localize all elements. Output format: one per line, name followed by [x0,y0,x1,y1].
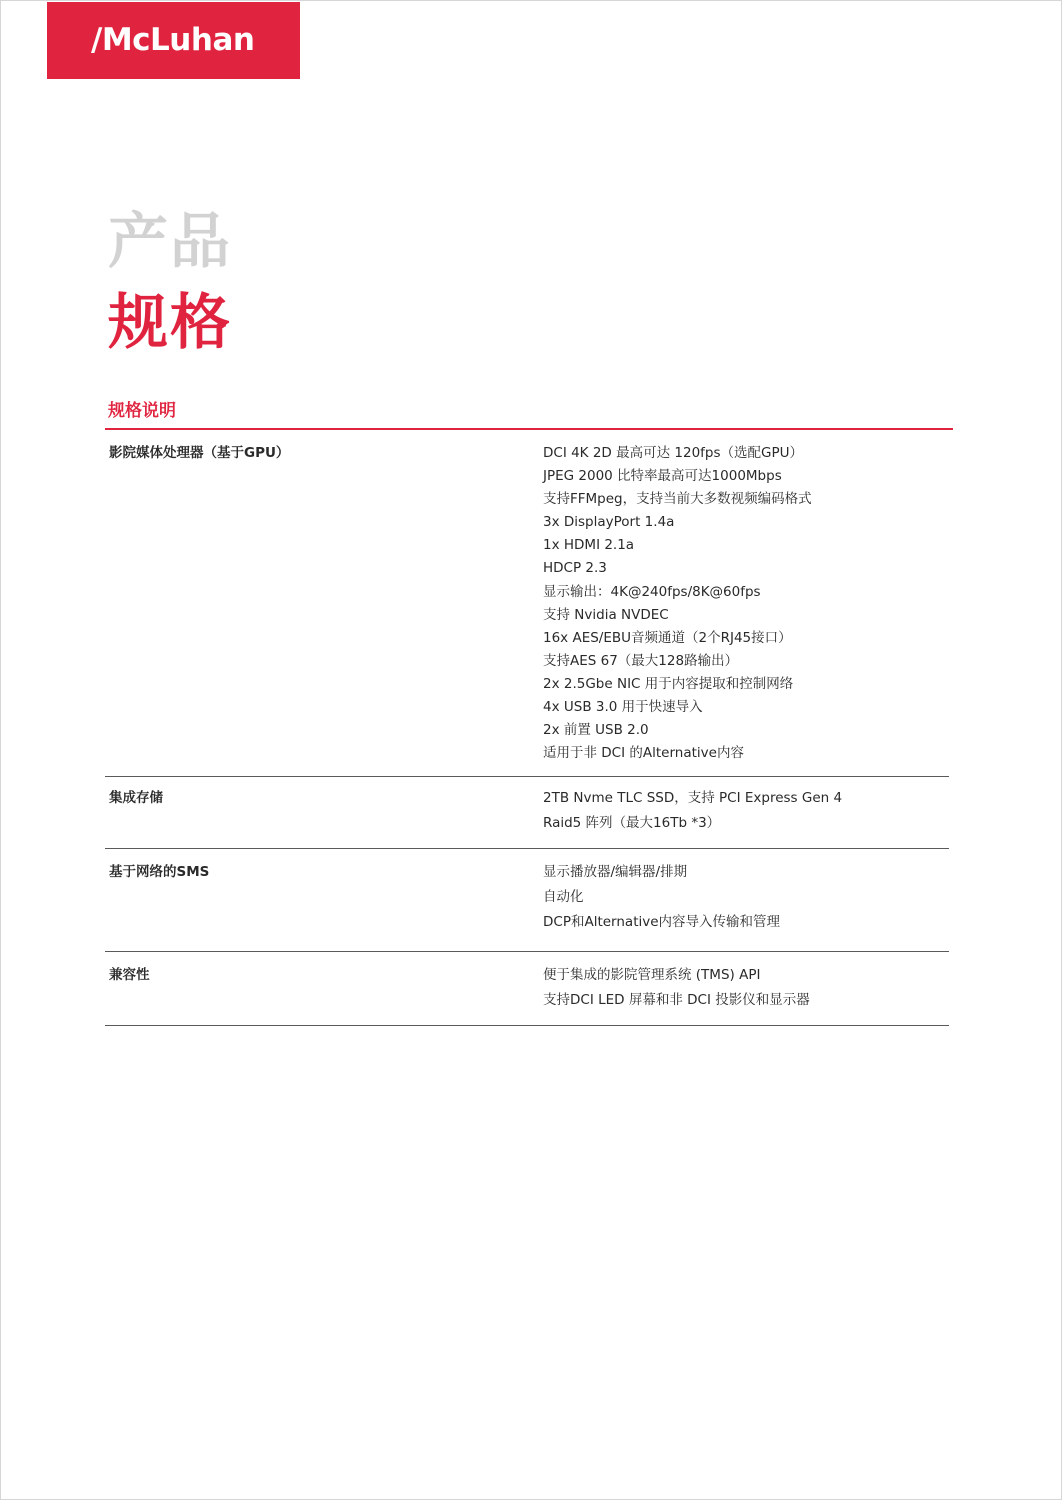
spec-label: 兼容性 [109,967,150,983]
brand-logo-text: /McLuhan [91,22,255,58]
spec-value: 支持 Nvidia NVDEC [543,606,669,623]
spec-values-list [543,777,949,848]
spec-value: 适用于非 DCI 的Alternative内容 [543,745,744,762]
spec-value: 2TB Nvme TLC SSD，支持 PCI Express Gen 4 [543,790,843,806]
spec-value: 1x HDMI 2.1a [543,537,635,554]
spec-row-web-sms [105,849,949,952]
page-title-line2: 规格 [108,288,232,358]
spec-value: 支持FFMpeg，支持当前大多数视频编码格式 [543,491,812,508]
spec-value: 2x 2.5Gbe NIC 用于内容提取和控制网络 [543,675,794,692]
spec-value: HDCP 2.3 [543,560,607,577]
spec-row-compatibility [105,952,949,1026]
brand-logo [47,2,300,79]
spec-value: 自动化 [543,889,584,905]
spec-value: 4x USB 3.0 用于快速导入 [543,699,703,716]
spec-value: 3x DisplayPort 1.4a [543,514,675,531]
spec-values-list [543,430,949,776]
section-heading: 规格说明 [108,401,176,421]
spec-value: 支持AES 67（最大128路输出） [543,652,739,669]
spec-value: 显示播放器/编辑器/排期 [543,864,688,880]
page-title-line1: 产品 [108,207,232,277]
spec-value: Raid5 阵列（最大16Tb *3） [543,815,721,831]
spec-label: 影院媒体处理器（基于GPU） [109,445,290,461]
spec-value: DCI 4K 2D 最高可达 120fps（选配GPU） [543,445,803,461]
spec-table [105,430,949,1026]
spec-row-gpu-processor [105,430,949,777]
spec-value: 便于集成的影院管理系统 (TMS) API [543,967,761,983]
spec-value: DCP和Alternative内容导入传输和管理 [543,914,781,930]
spec-value: 支持DCI LED 屏幕和非 DCI 投影仪和显示器 [543,992,810,1008]
spec-label: 基于网络的SMS [109,864,210,880]
spec-values-list [543,849,949,951]
spec-value: JPEG 2000 比特率最高可达1000Mbps [543,468,782,485]
spec-row-integrated-storage [105,777,949,849]
spec-value: 2x 前置 USB 2.0 [543,722,649,739]
spec-value: 显示输出：4K@240fps/8K@60fps [543,583,761,600]
spec-values-list [543,952,949,1025]
spec-value: 16x AES/EBU音频通道（2个RJ45接口） [543,629,792,646]
spec-label: 集成存储 [109,790,163,806]
